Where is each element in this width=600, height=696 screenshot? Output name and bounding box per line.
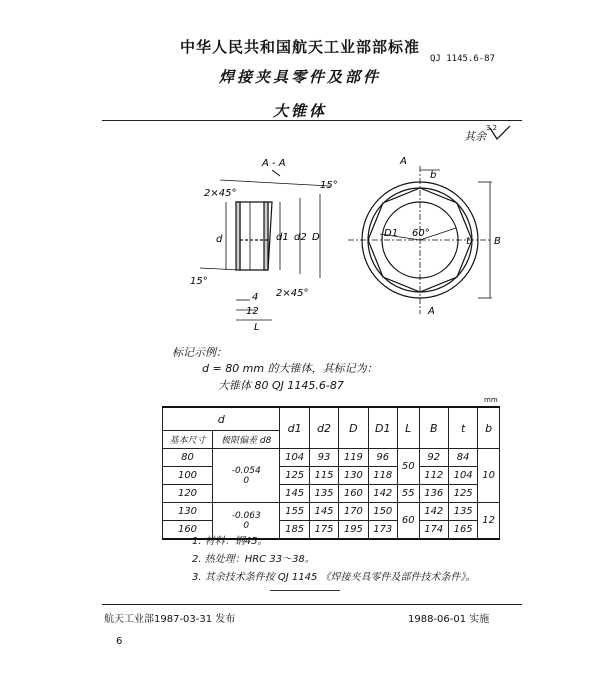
marking-label: 标记示例：	[172, 346, 227, 359]
dim-d1: d1	[276, 232, 289, 243]
col-d: d	[163, 407, 280, 431]
table-row: 120 145 135 160 142 55 136 125	[163, 485, 500, 503]
roughness-value: 3.2	[486, 124, 498, 132]
dim-b: b	[430, 170, 437, 181]
dim-t: t	[466, 236, 470, 247]
width-b: 12	[478, 503, 500, 540]
table-row: 160 185 175 195 173 174 165	[163, 521, 500, 540]
chamfer-bottom: 2×45°	[276, 288, 309, 299]
angle-left: 15°	[190, 276, 208, 287]
dim-12: 12	[246, 306, 259, 317]
publish-date: 航天工业部1987-03-31 发布	[104, 614, 236, 625]
dim-d: d	[216, 234, 223, 245]
page-number: 6	[116, 636, 123, 647]
implementation-date: 1988-06-01 实施	[408, 614, 490, 625]
angle-top: 15°	[320, 180, 338, 191]
col-D: D	[339, 407, 368, 449]
roughness-symbol-icon	[488, 124, 514, 142]
document-title: 焊接夹具零件及部件	[218, 68, 381, 86]
table-row: 100 125 115 130 118 112 104	[163, 467, 500, 485]
table-row: 80 -0.054 0 104 93 119 96 50 92 84 10	[163, 449, 500, 467]
dim-B: B	[494, 236, 501, 247]
length-c: 60	[397, 503, 419, 540]
tolerance-1: -0.054	[231, 465, 261, 476]
note-heat-treatment: 2. 热处理：HRC 33～38。	[192, 554, 315, 565]
col-d2: d2	[309, 407, 338, 449]
marking-line-1: d = 80 mm 的大锥体，其标记为：	[202, 362, 378, 375]
header-rule	[102, 120, 522, 121]
width-a: 10	[478, 449, 500, 503]
marker-a-top: A	[400, 156, 407, 167]
note-material: 1. 材料：钢45。	[192, 536, 268, 547]
dimension-table	[162, 406, 500, 540]
dim-60: 60°	[412, 228, 430, 239]
marker-a-bottom: A	[428, 306, 435, 317]
chamfer-top: 2×45°	[204, 188, 237, 199]
note-technical-conditions: 3. 其余技术条件按 QJ 1145 《焊接夹具零件及部件技术条件》。	[192, 572, 476, 583]
document-subtitle: 大锥体	[272, 102, 327, 120]
footer-rule	[102, 604, 522, 605]
col-d1: d1	[280, 407, 309, 449]
length-b: 55	[397, 485, 419, 503]
col-d-basic: 基本尺寸	[163, 431, 213, 449]
cone-drawing	[180, 150, 510, 350]
divider	[270, 590, 340, 591]
dim-L: L	[254, 322, 260, 333]
section-label: A - A	[262, 158, 286, 169]
dim-D1: D1	[384, 228, 399, 239]
dim-d2: d2	[294, 232, 307, 243]
col-t: t	[448, 407, 477, 449]
dim-4: 4	[252, 292, 259, 303]
col-b: b	[478, 407, 500, 449]
col-B: B	[419, 407, 448, 449]
dim-D: D	[312, 232, 320, 243]
table-row: 130 -0.063 0 155 145 170 150 60 142 135 12	[163, 503, 500, 521]
issuing-organization: 中华人民共和国航天工业部部标准	[179, 38, 420, 56]
marking-line-2: 大锥体 80 QJ 1145.6-87	[218, 379, 344, 392]
col-L: L	[397, 407, 419, 449]
col-d-tolerance: 极限偏差 d8	[213, 431, 280, 449]
tolerance-2: -0.063	[231, 510, 261, 521]
col-D1: D1	[368, 407, 397, 449]
roughness-label: 其余	[464, 130, 486, 143]
standard-code: QJ 1145.6-87	[430, 54, 496, 64]
length-a: 50	[397, 449, 419, 485]
section-view	[236, 202, 272, 270]
table-unit: mm	[484, 396, 498, 404]
